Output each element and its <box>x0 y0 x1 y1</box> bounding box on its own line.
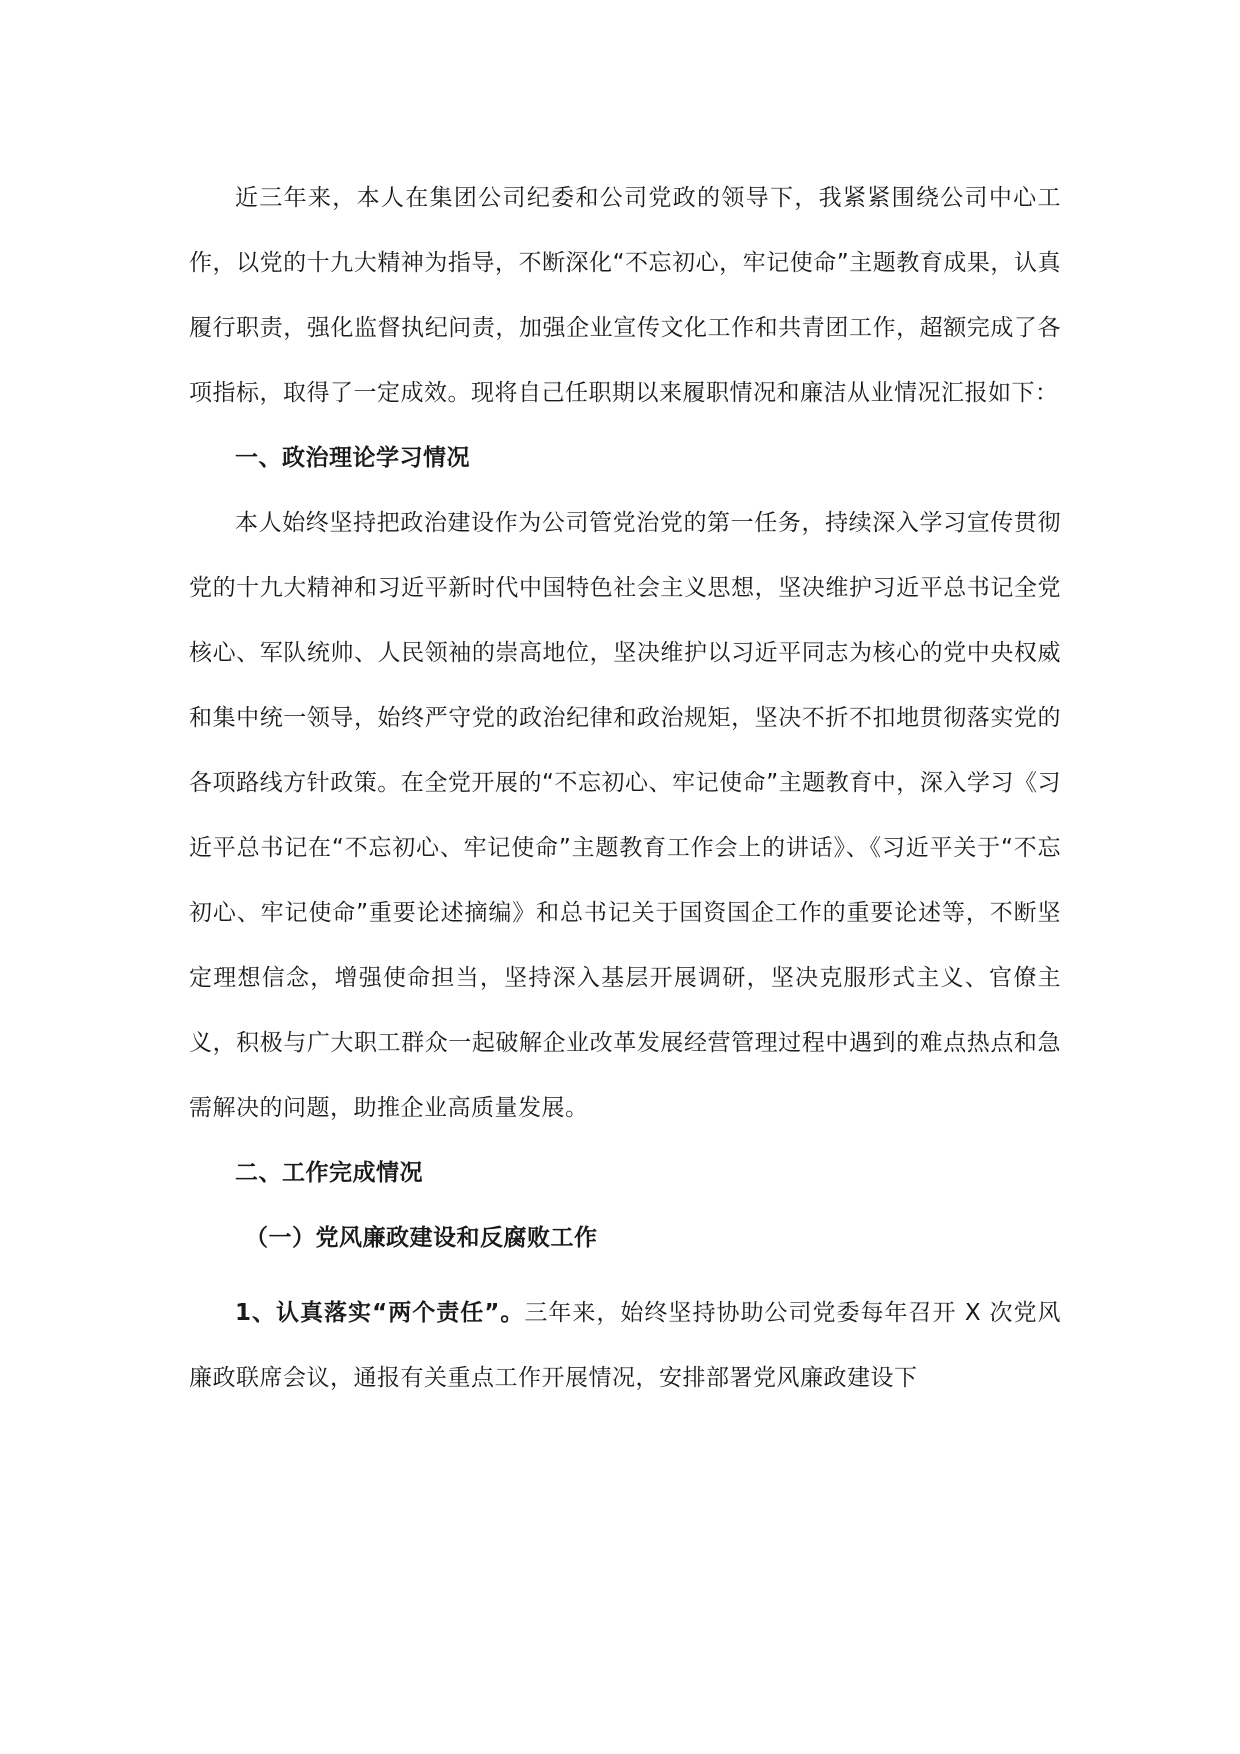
section-1-heading: 一、政治理论学习情况 <box>235 445 470 471</box>
item-1-body: 三年来，始终坚持协助公司党委每年召开 X 次党风廉政联席会议，通报有关重点工作开展情况，安排部署党风廉政建设下 <box>189 1300 1061 1391</box>
section-1-body: 本人始终坚持把政治建设作为公司管党治党的第一任务，持续深入学习宣传贯彻党的十九大精神和习近平新时代中国特色社会主义思想，坚决维护习近平总书记全党核心、军队统帅、人民领袖的崇高地位，坚决维护以习近平同志为核心的党中央权威和集中统一领导，始终严守党的政治纪律和政治规矩，坚决不折不扣地贯彻落实党的各项路线方针政策。在全党开展的“不忘初心、牢记使命”主题教育中，深入学习《习近平总书记在“不忘初心、牢记使命”主题教育工作会上的讲话》、《习近平关于“不忘初心、牢记使命”重要论述摘编》和总书记关于国资国企工作的重要论述等，不断坚定理想信念，增强使命担当，坚持深入基层开展调研，坚决克服形式主义、官僚主义，积极与广大职工群众一起破解企业改革发展经营管理过程中遇到的难点热点和急需解决的问题，助推企业高质量发展。 <box>189 510 1061 1121</box>
item-1-paragraph <box>189 1281 1061 1411</box>
item-1-lead: 1、认真落实“两个责任”。 <box>235 1300 525 1326</box>
section-2-subheading: （一）党风廉政建设和反腐败工作 <box>245 1225 598 1251</box>
section-2-heading: 二、工作完成情况 <box>235 1160 423 1186</box>
intro-paragraph: 近三年来，本人在集团公司纪委和公司党政的领导下，我紧紧围绕公司中心工作，以党的十九大精神为指导，不断深化“不忘初心，牢记使命”主题教育成果，认真履行职责，强化监督执纪问责，加强企业宣传文化工作和共青团工作，超额完成了各项指标，取得了一定成效。现将自己任职期以来履职情况和廉洁从业情况汇报如下： <box>189 185 1061 406</box>
document-page <box>189 166 1061 1411</box>
